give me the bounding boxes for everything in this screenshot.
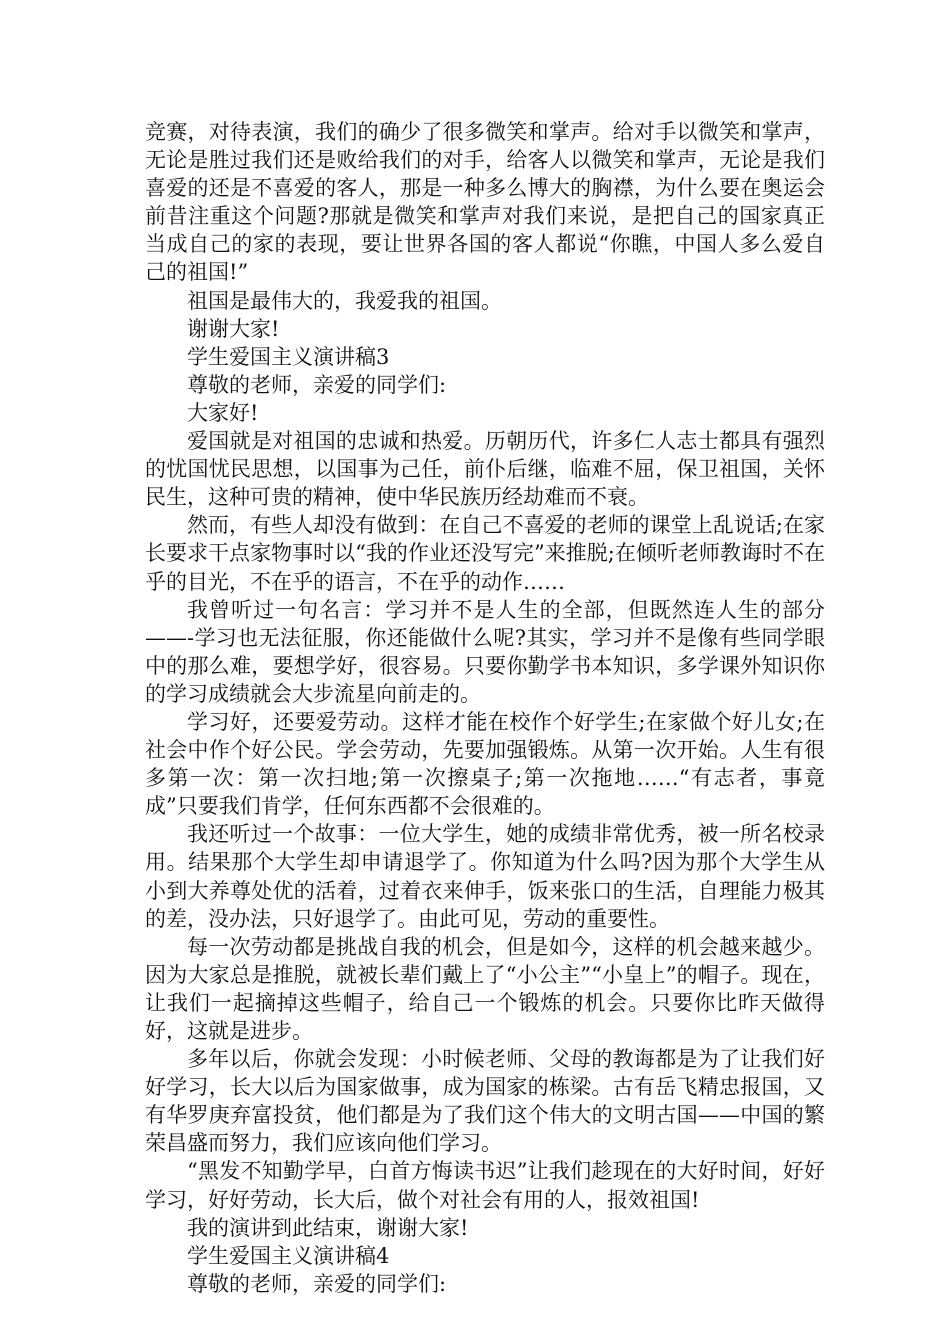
paragraph: 我还听过一个故事：一位大学生，她的成绩非常优秀，被一所名校录用。结果那个大学生却申请退学了。你知道为什么吗?因为那个大学生从小到大养尊处优的活着，过着衣来伸手，饭来张口的生活，自理能力极其的差，没办法，只好退学了。由此可见，劳动的重要性。 <box>145 822 825 931</box>
paragraph: 每一次劳动都是挑战自我的机会，但是如今，这样的机会越来越少。因为大家总是推脱，就被长辈们戴上了“小公主”“小皇上”的帽子。现在，让我们一起摘掉这些帽子，给自己一个锻炼的机会。只要你比昨天做得好，这就是进步。 <box>145 934 825 1043</box>
paragraph: 祖国是最伟大的，我爱我的祖国。 <box>187 288 502 313</box>
salutation: 尊敬的老师，亲爱的同学们: <box>187 1271 447 1296</box>
paragraph: 多年以后，你就会发现：小时候老师、父母的教诲都是为了让我们好好学习，长大以后为国家做事，成为国家的栋梁。古有岳飞精忠报国，又有华罗庚弃富投贫，他们都是为了我们这个伟大的文明古国——中国的繁荣昌盛而努力，我们应该向他们学习。 <box>145 1047 825 1156</box>
paragraph: 谢谢大家! <box>187 316 280 341</box>
paragraph: 爱国就是对祖国的忠诚和热爱。历朝历代，许多仁人志士都具有强烈的忧国忧民思想，以国事为己任，前仆后继，临难不屈，保卫祖国，关怀民生，这种可贵的精神，使中华民族历经劫难而不衰。 <box>145 429 825 510</box>
paragraph: 学习好，还要爱劳动。这样才能在校作个好学生;在家做个好儿女;在社会中作个好公民。学会劳动，先要加强锻炼。从第一次开始。人生有很多第一次：第一次扫地;第一次擦桌子;第一次拖地……“有志者，事竟成”只要我们肯学，任何东西都不会很难的。 <box>145 709 825 819</box>
section-heading: 学生爱国主义演讲稿4 <box>187 1243 390 1268</box>
greeting: 大家好! <box>187 400 259 425</box>
section-heading: 学生爱国主义演讲稿3 <box>187 344 390 369</box>
document-body <box>145 118 825 1298</box>
paragraph: 我曾听过一句名言：学习并不是人生的全部，但既然连人生的部分——-学习也无法征服，你还能做什么呢?其实，学习并不是像有些同学眼中的那么难，要想学好，很容易。只要你勤学书本知识，多学课外知识你的学习成绩就会大步流星向前走的。 <box>145 597 825 706</box>
paragraph: “黑发不知勤学早，白首方悔读书迟”让我们趁现在的大好时间，好好学习，好好劳动，长大后，做个对社会有用的人，报效祖国! <box>145 1159 825 1212</box>
salutation: 尊敬的老师，亲爱的同学们: <box>187 372 447 397</box>
closing: 我的演讲到此结束，谢谢大家! <box>187 1215 469 1240</box>
paragraph: 然而，有些人却没有做到：在自己不喜爱的老师的课堂上乱说话;在家长要求干点家物事时以“我的作业还没写完”来推脱;在倾听老师教诲时不在乎的目光，不在乎的语言，不在乎的动作…… <box>145 513 825 594</box>
paragraph-continued: 竞赛，对待表演，我们的确少了很多微笑和掌声。给对手以微笑和掌声，无论是胜过我们还是败给我们的对手，给客人以微笑和掌声，无论是我们喜爱的还是不喜爱的客人，那是一种多么博大的胸襟，为什么要在奥运会前昔注重这个问题?那就是微笑和掌声对我们来说，是把自己的国家真正当成自己的家的表现，要让世界各国的客人都说“你瞧，中国人多么爱自己的祖国!” <box>145 120 825 285</box>
